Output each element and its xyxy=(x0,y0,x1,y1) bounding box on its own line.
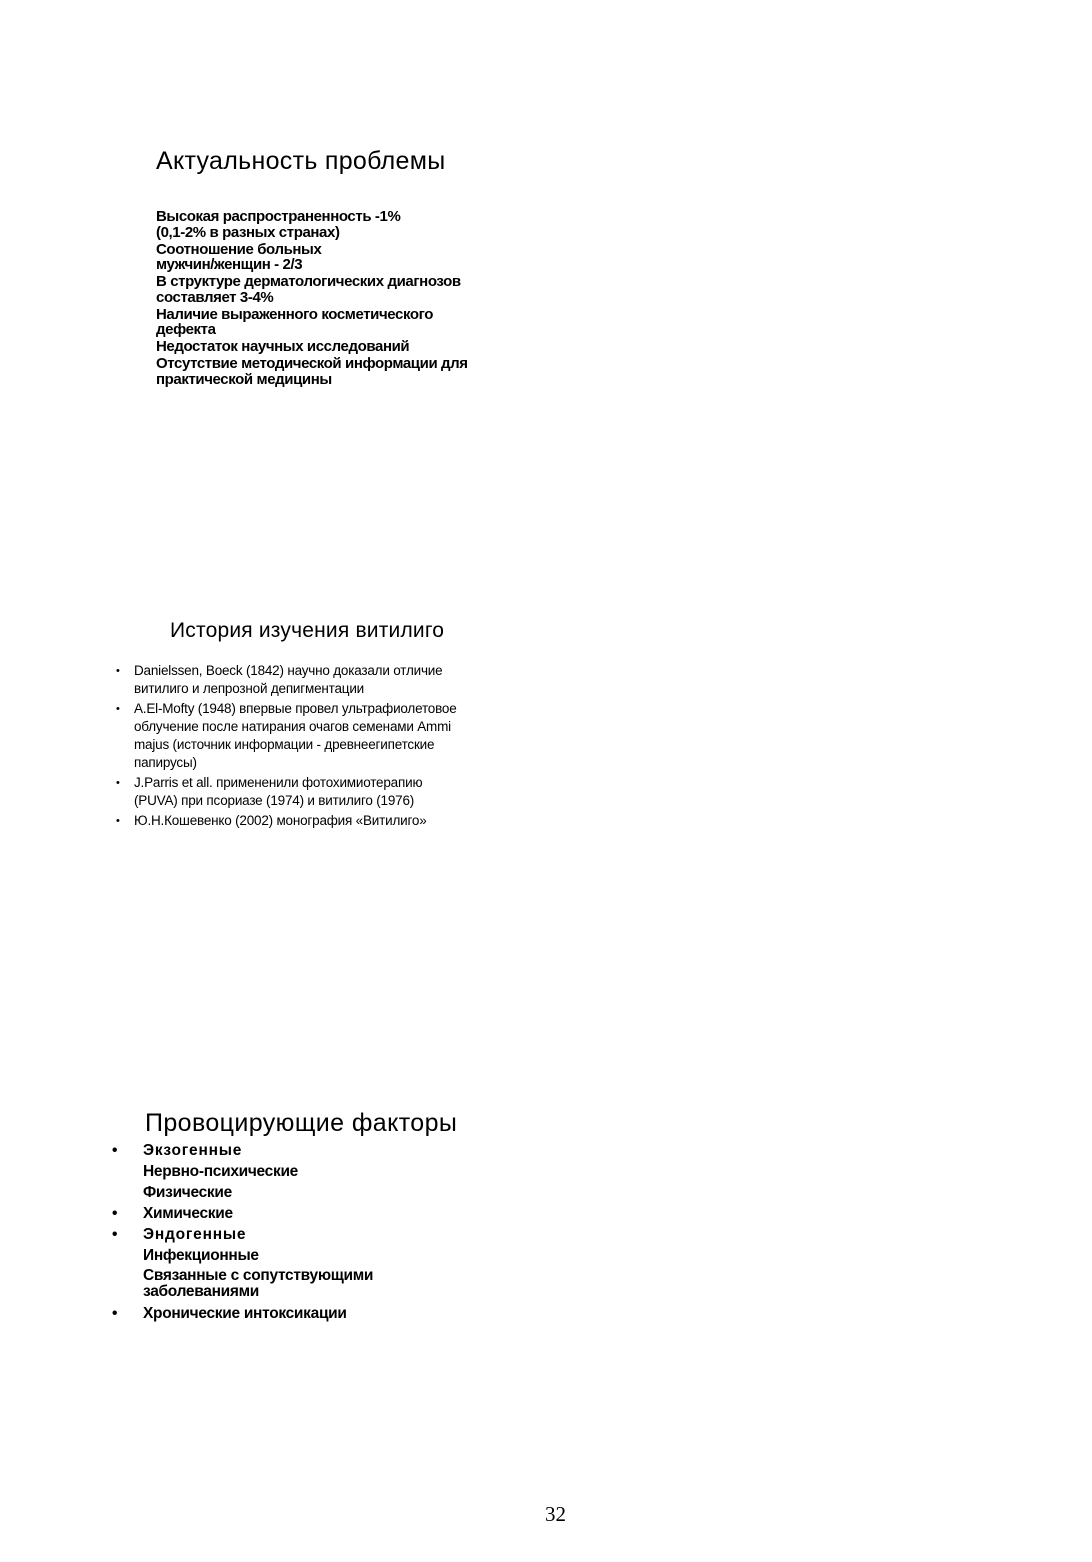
list-item xyxy=(156,274,576,305)
list-item-text: практической медицины xyxy=(156,370,332,388)
list-item-text: заболеваниями xyxy=(143,1283,260,1300)
bullet-icon: • xyxy=(112,1305,118,1322)
list-item-text: Нервно-психические xyxy=(143,1163,299,1180)
list-item-text: J.Parris et all. примененили фотохимиотерапию xyxy=(134,775,423,790)
slide1-title: Актуальность проблемы xyxy=(156,146,446,175)
list-item-text: Физические xyxy=(143,1184,232,1201)
slide3-list xyxy=(112,1140,532,1324)
list-item xyxy=(116,812,516,830)
list-item-text: Danielssen, Boeck (1842) научно доказали отличие xyxy=(134,663,443,678)
slide2-title: История изучения витилиго xyxy=(170,619,445,643)
list-item xyxy=(116,662,516,698)
slide1-list xyxy=(156,209,576,389)
list-item xyxy=(156,209,576,240)
list-item xyxy=(112,1203,532,1224)
bullet-icon: • xyxy=(116,815,120,827)
list-item-text: папирусы) xyxy=(134,755,197,770)
bullet-icon: • xyxy=(116,777,120,789)
list-item-text: Экзогенные xyxy=(143,1142,243,1159)
list-item-text: облучение после натирания очагов семенами Ammi xyxy=(134,719,451,734)
list-item-text: Ю.Н.Кошевенко (2002) монография «Витилиго» xyxy=(134,813,427,828)
list-item-text: В структуре дерматологических диагнозов xyxy=(156,273,461,290)
list-item xyxy=(156,307,576,338)
list-item xyxy=(116,700,516,772)
list-item-text: A.El-Mofty (1948) впервые провел ультрафиолетовое xyxy=(134,701,457,716)
list-item-text: Отсутствие методической информации для xyxy=(156,355,468,372)
list-item-text: Высокая распространенность -1% xyxy=(156,208,401,225)
list-item-text: Хронические интоксикации xyxy=(143,1305,347,1322)
list-item-text: дефекта xyxy=(156,321,216,338)
list-item xyxy=(112,1245,532,1266)
bullet-icon: • xyxy=(112,1226,119,1243)
list-item-text: Химические xyxy=(143,1205,233,1222)
list-item xyxy=(112,1140,532,1161)
list-item xyxy=(156,339,576,355)
list-item xyxy=(112,1266,532,1303)
list-item xyxy=(112,1161,532,1182)
list-item xyxy=(112,1182,532,1203)
bullet-icon: • xyxy=(112,1205,118,1222)
list-item xyxy=(156,242,576,273)
bullet-icon: • xyxy=(116,665,120,677)
bullet-icon: • xyxy=(116,703,120,715)
list-item xyxy=(112,1303,532,1324)
slide2-list xyxy=(116,662,516,832)
list-item-text: Недостаток научных исследований xyxy=(156,338,410,355)
list-item-text: мужчин/женщин - 2/3 xyxy=(156,256,303,273)
list-item-text: Связанные с сопутствующими xyxy=(143,1267,374,1284)
list-item-text: витилиго и лепрозной депигментации xyxy=(134,681,364,696)
list-item-text: (0,1-2% в разных странах) xyxy=(156,223,340,241)
list-item-text: составляет 3-4% xyxy=(156,288,274,306)
list-item-text: Наличие выраженного косметического xyxy=(156,305,434,323)
list-item-text: majus (источник информации - древнеегипетские xyxy=(134,737,435,752)
list-item xyxy=(156,356,576,387)
list-item xyxy=(112,1224,532,1245)
slide3-title: Провоцирующие факторы xyxy=(145,1108,458,1137)
list-item-text: Эндогенные xyxy=(143,1226,247,1243)
list-item-text: Соотношение больных xyxy=(156,240,322,258)
list-item xyxy=(116,774,516,810)
list-item-text: Инфекционные xyxy=(143,1247,259,1264)
page-number: 32 xyxy=(545,1502,566,1526)
list-item-text: (PUVA) при псориазе (1974) и витилиго (1976) xyxy=(134,793,415,808)
bullet-icon: • xyxy=(112,1142,119,1159)
